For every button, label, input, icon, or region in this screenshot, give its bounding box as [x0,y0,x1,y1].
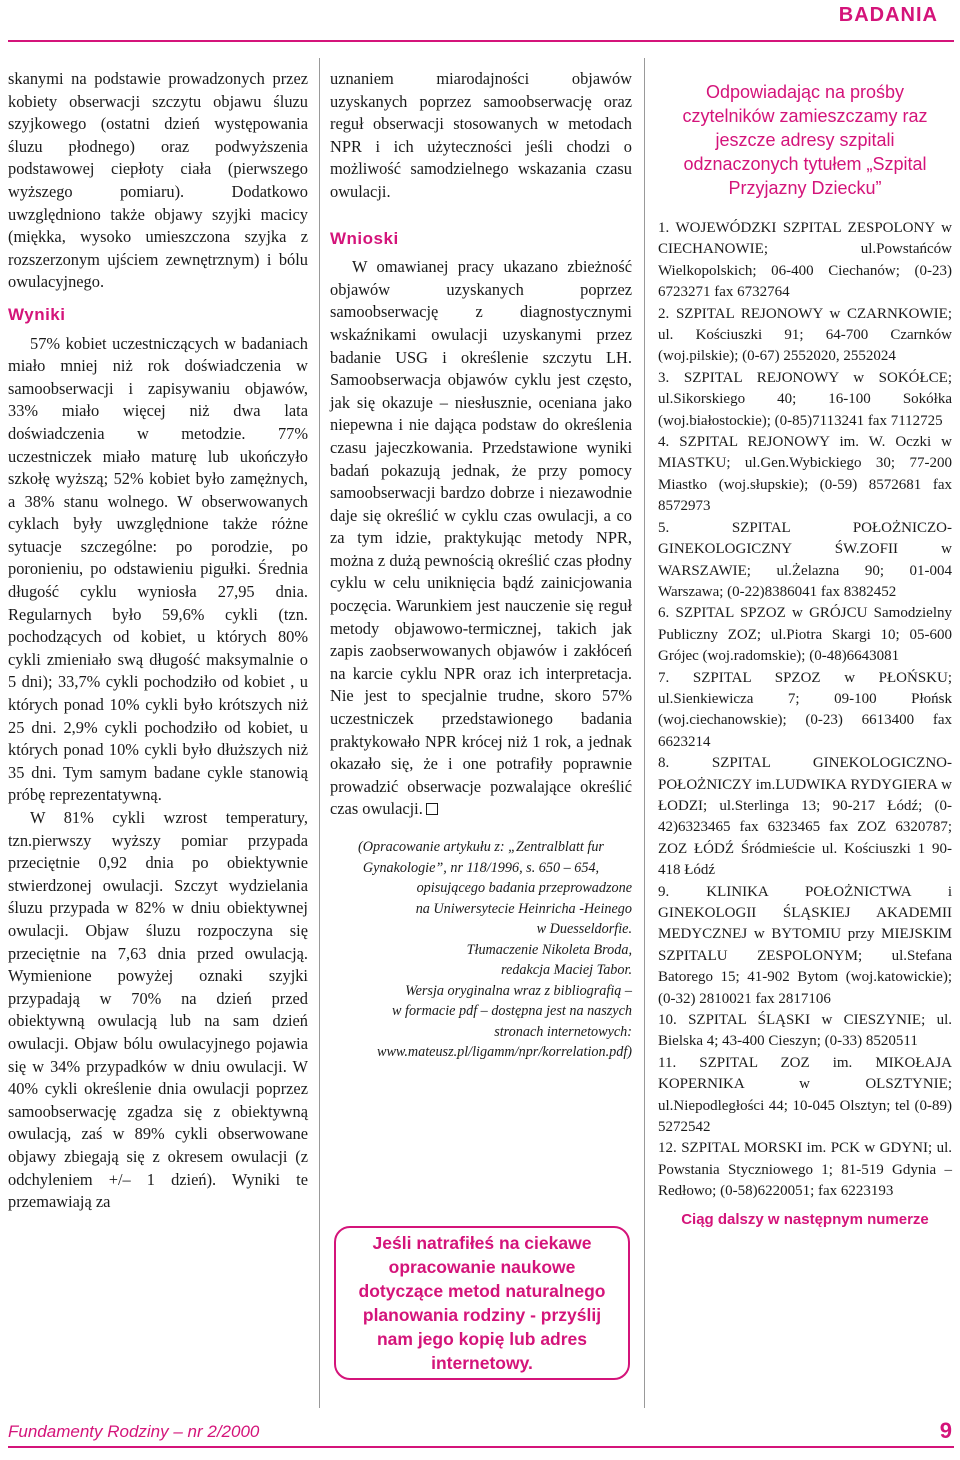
section-title: BADANIA [838,4,938,26]
footer-rule [8,1446,954,1448]
paragraph: skanymi na podstawie prowadzonych przez kobiety obserwacji szczytu objawu śluzu szyjkowego (ostatni dzień występowania śluzu płodnego) oraz podwyższenia podstawowej ciepłoty ciała (pierwszego wyższego pomiaru). Dodatkowo uwzględniono także objawy szyjki macicy (miękka, wysoko umieszczona szyjka z rozszerzonym ujściem zewnętrznym) i bólu owulacyjnego. [8,69,308,292]
submission-callout [334,1226,630,1380]
end-of-article-icon [426,803,438,815]
hospital-entry: 2. SZPITAL REJONOWY w CZARNKOWIE; ul. Kościuszki 91; 64-700 Czarnków (woj.pilskie); (0-67) 2552020, 2552024 [658,305,952,365]
column-2 [330,68,632,1063]
source-line: (Opracowanie artykułu z: „Zentralblatt fur Gynakologie”, nr 118/1996, s. 650 – 654, [358,839,604,876]
page-number: 9 [939,1418,952,1443]
hospital-entry: 10. SZPITAL ŚLĄSKI w CIESZYNIE; ul. Bielska 4; 43-400 Cieszyn; (0-33) 8520511 [658,1012,952,1050]
column-3 [658,68,952,1230]
source-line: www.mateusz.pl/ligamm/npr/korrelation.pdf) [377,1044,632,1060]
source-line: redakcja Maciej Tabor. [501,962,632,978]
hospital-entry: 4. SZPITAL REJONOWY im. W. Oczki w MIASTKU; ul.Gen.Wybickiego 30; 77-200 Miastko (woj.słupskie); (0-59) 8572681 fax 8572973 [658,434,952,515]
source-line: w Duesseldorfie. [536,921,632,937]
paragraph-text: W omawianej pracy ukazano zbieżność objawów uzyskanych poprzez samoobserwację z diagnostycznymi wskaźnikami owulacji uzyskanymi przez badanie USG i określenie szczytu LH. Samoobserwacja objawów cyklu jest często, jak się okazuje – niesłusznie, oceniana jako niepewna i nie dająca podstaw do określenia czasu jajeczkowania. Przedstawione wyniki badań pokazują jednak, że przy pomocy samoobserwacji bardzo dobrze i niezawodnie daje się określić w cyklu czas owulacji, a co za tym idzie, praktykując metody NPR, można z dużą pewnością określić czas płodny cyklu w celu uniknięcia bądź zainicjowania poczęcia. Warunkiem jest nauczenie się reguł metody objawowo-termicznej, takich jak zapis zaobserwowanych objawów i zakłóceń na karcie cyklu NPR oraz ich interpretacja. Nie jest to specjalnie trudne, skoro 57% uczestniczek przedstawionego badania praktykowało NPR krócej niż 1 rok, a jednak okazało się, że i one potrafiły poprawnie prowadzić obserwacje pozwalające określić czas owulacji. [330,257,632,819]
hospital-entry: 5. SZPITAL POŁOŻNICZO-GINEKOLOGICZNY ŚW.ZOFII w WARSZAWIE; ul.Żelazna 90; 01-004 Warszawa; (0-22)8386041 fax 8382452 [658,519,952,600]
source-line: Wersja oryginalna wraz z bibliografią – [405,982,632,999]
column-divider [644,58,645,1408]
paragraph [330,256,632,821]
source-line: w formacie pdf – dostępna jest na naszych [392,1003,632,1019]
hospital-entry: 3. SZPITAL REJONOWY w SOKÓŁCE; ul.Sikorskiego 40; 16-100 Sokółka (woj.białostockie); (0-85)7113241 fax 7112725 [658,369,952,429]
hospital-entry: 7. SZPITAL SPZOZ w PŁOŃSKU; ul.Sienkiewicza 7; 09-100 Płońsk (woj.ciechanowskie); (0-23) 6613400 fax 6623214 [658,669,952,750]
column-divider [319,58,320,1408]
hospital-list-intro: Odpowiadając na prośby czytelników zamieszczamy raz jeszcze adresy szpitali odznaczonych tytułem „Szpital Przyjazny Dziecku” [682,82,928,198]
continued-note: Ciąg dalszy w następnym numerze [681,1210,929,1228]
callout-text: Jeśli natrafiłeś na ciekawe opracowanie naukowe dotyczące metod naturalnego planowania rodziny - przyślij nam jego kopię lub adres internetowy. [358,1233,606,1373]
hospital-entry: 9. KLINIKA POŁOŻNICTWA i GINEKOLOGII ŚLĄSKIEJ AKADEMII MEDYCZNEJ w BYTOMIU przy MIEJSKIM SZPITALU ZESPOLONYM; ul.Stefana Batorego 15; 41-902 Bytom (woj.katowickie); (0-32) 2810021 fax 2817106 [658,883,952,1007]
source-line: opisującego badania przeprowadzone [416,880,632,896]
heading-results: Wyniki [8,304,66,324]
hospital-entry: 6. SZPITAL SPZOZ w GRÓJCU Samodzielny Publiczny ZOZ; ul.Piotra Skargi 10; 05-600 Grójec (woj.radomskie); (0-48)6643081 [658,605,952,665]
paragraph: uznaniem miarodajności objawów uzyskanych poprzez samoobserwację oraz reguł obserwacji stosowanych w metodach NPR i ich użyteczności jeśli chodzi o możliwość samodzielnego wskazania czasu owulacji. [330,69,632,201]
column-1 [8,68,308,1214]
source-line: Tłumaczenie Nikoleta Broda, [466,941,632,958]
hospital-entry: 1. WOJEWÓDZKI SZPITAL ZESPOLONY w CIECHANOWIE; ul.Powstańców Wielkopolskich; 06-400 Ciechanów; (0-23) 6723271 fax 6732764 [658,220,952,301]
source-line: stronach internetowych: [494,1023,632,1040]
magazine-title: Fundamenty Rodziny – nr 2/2000 [8,1422,260,1441]
hospital-entry: 12. SZPITAL MORSKI im. PCK w GDYNI; ul. Powstania Styczniowego 1; 81-519 Gdynia – Redłowo; (0-58)6220051; fax 6223193 [658,1140,952,1200]
source-note [330,837,632,1063]
source-line: na Uniwersytecie Heinricha -Heinego [415,900,632,917]
heading-conclusions: Wnioski [330,228,399,248]
paragraph: W 81% cykli wzrost temperatury, tzn.pierwszy wyższy pomiar przypada przeciętnie 0,92 dnia po obiektywnie stwierdzonej owulacji. Szczyt wydzielania śluzu przypada w 82% w dniu obiektywnej owulacji. Objaw śluzu rozpoczyna się przeciętnie na 7,63 dnia przed owulacją. Wymienione powyżej oznaki szyjki przypadają w 70% na dzień przed obiektywną owulacją lub na sam dzień owulacji. Objaw bólu owulacyjnego pojawia się w 34% przypadków w dniu owulacji. W 40% cykli określenie dnia owulacji poprzez samoobserwację zgadza się z obiektywną owulacją, zaś w 89% cykli obserwowane objawy zbiegają się z okresem owulacji (z odchyleniem +/– 1 dzień). Wyniki te przemawiają za [8,808,308,1212]
paragraph: 57% kobiet uczestniczących w badaniach miało mniej niż rok doświadczenia w samoobserwacji i zapisywaniu objawów, 33% miało więcej niż dwa lata doświadczenia w metodzie. 77% uczestniczek miało maturę lub ukończyło szkołę wyższą; 52% kobiet było zamężnych, a 38% stanu wolnego. W obserwowanych cyklach były uwzględnione także różne sytuacje szczególne: po porodzie, po poronieniu, po odstawieniu pigułki. Średnia długość cyklu wyniosła 27,95 dnia. Regularnych było 59,6% cykli (tzn. pochodzących od kobiet, u których 80% cykli zmieniało swą długość maksymalnie o 5 dni); 33,7% cykli pochodziło od kobiet , u których ponad 10% cykli było krótszych niż 25 dni. 2,9% cykli pochodziło od kobiet, u których ponad 10% cykli było dłuższych niż 35 dni. Tym samym badane cykle stanowią próbę reprezentatywną. [8,333,308,805]
hospital-entry: 8. SZPITAL GINEKOLOGICZNO-POŁOŻNICZY im.LUDWIKA RYDYGIERA w ŁODZI; ul.Sterlinga 13; 90-217 Łódź; (0-42)6323465 fax 6323465 fax ZOZ 6320787; ZOZ ŁÓDŹ Śródmieście ul. Kościuszki 1 90-418 Łódź [658,755,952,879]
hospital-entry: 11. SZPITAL ZOZ im. MIKOŁAJA KOPERNIKA w OLSZTYNIE; ul.Niepodległości 44; 10-045 Olsztyn; tel (0-89) 5272542 [658,1054,952,1136]
header-rule [8,40,954,42]
